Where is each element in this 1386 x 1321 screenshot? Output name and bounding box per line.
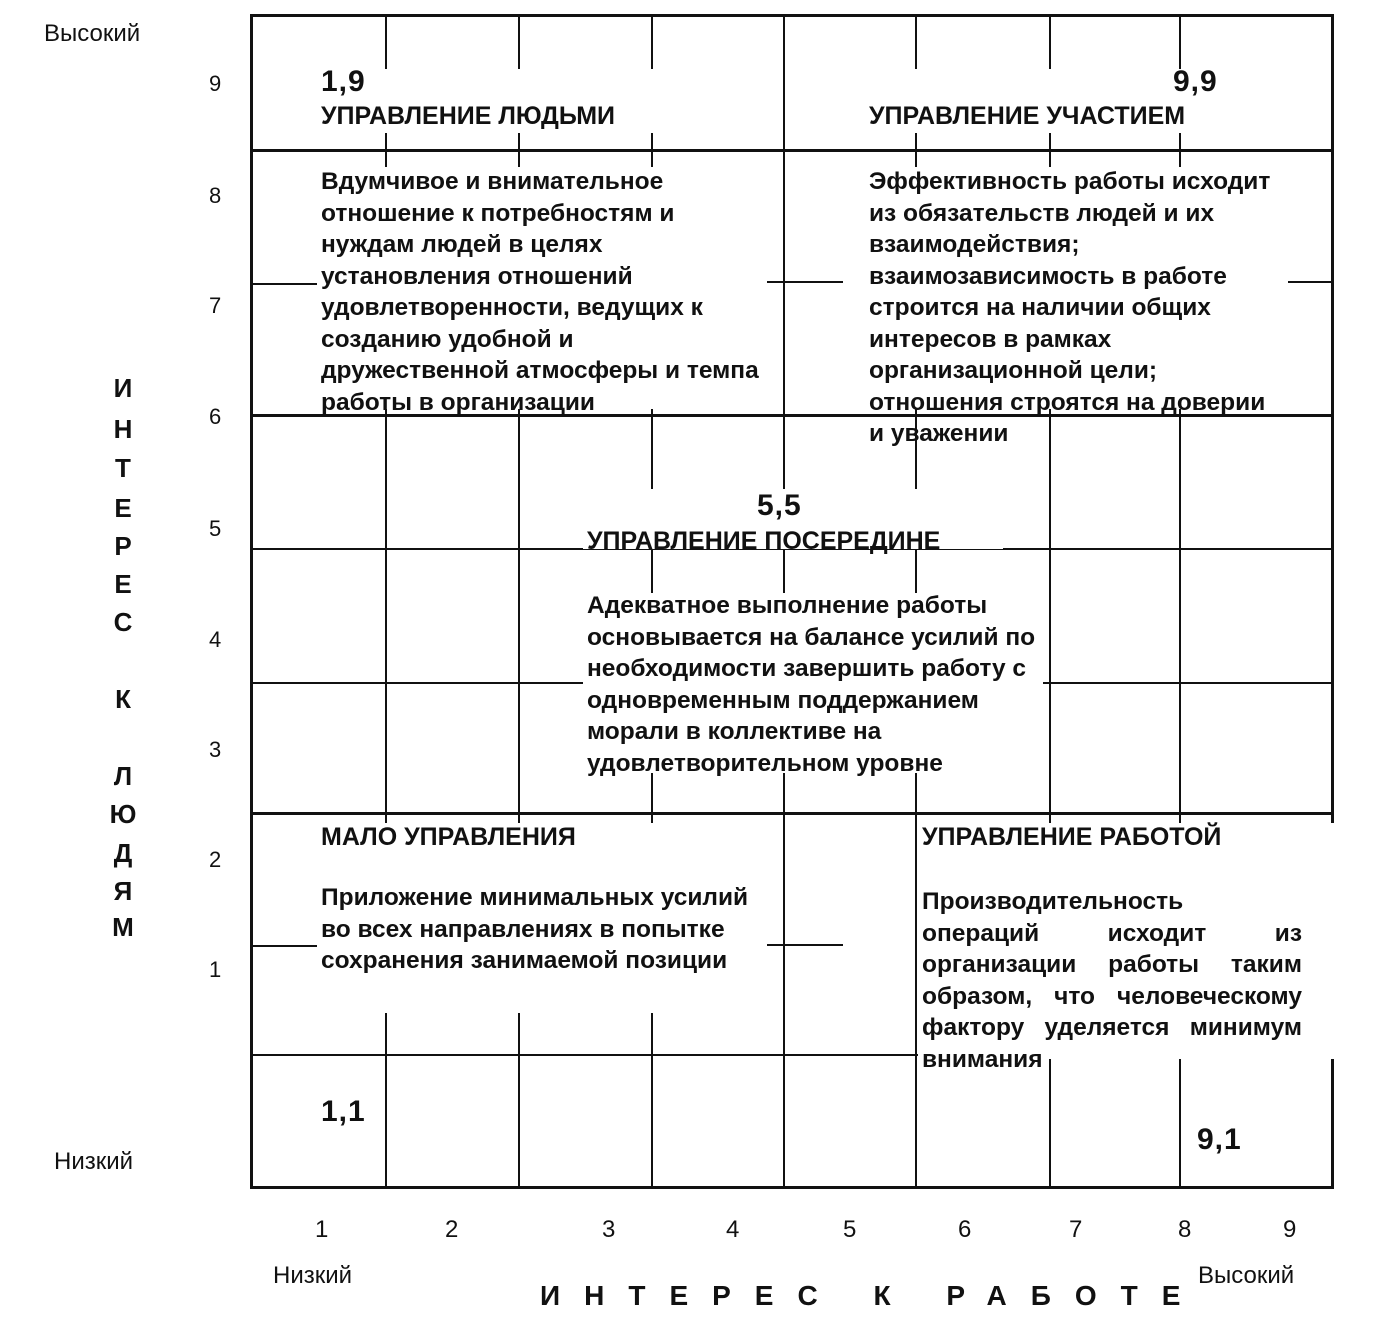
- grid-hline-segment: [763, 944, 843, 946]
- coord-5-5: 5,5: [757, 489, 802, 522]
- y-tick: 7: [209, 293, 222, 318]
- coord-9-1: 9,1: [1197, 1123, 1242, 1156]
- x-axis-title: ИНТЕРЕС К РАБОТЕ: [540, 1280, 1205, 1311]
- heading-task-management: УПРАВЛЕНИЕ РАБОТОЙ: [922, 823, 1222, 851]
- y-axis-title-letter: Л: [113, 761, 133, 791]
- description-team-management: Эффективность работы исходит из обязательств людей и их взаимодействия; взаимозависимость в работе строится на наличии общих интересов в рамках организационной цели; отношения строятся на доверии и уважении: [869, 168, 1271, 447]
- y-axis-title-letter: Ю: [109, 799, 137, 829]
- y-axis-low-label: Низкий: [54, 1148, 134, 1175]
- x-tick: 1: [315, 1216, 329, 1243]
- y-axis-title-letter: К: [115, 684, 131, 714]
- coord-1-1: 1,1: [321, 1095, 366, 1128]
- y-axis-title-letter: И: [113, 373, 133, 403]
- coord-1-9: 1,9: [321, 65, 366, 98]
- x-tick: 8: [1178, 1216, 1192, 1243]
- heading-impoverished-management: МАЛО УПРАВЛЕНИЯ: [321, 823, 576, 851]
- description-people-management: Вдумчивое и внимательное отношение к потребностям и нуждам людей в целях установления отношений удовлетворенности, ведущих к созданию удобной и дружественной атмосферы и темпа работы в организации: [321, 168, 759, 416]
- grid-hline-segment: [1288, 281, 1331, 283]
- y-tick: 9: [209, 71, 222, 96]
- x-tick: 6: [958, 1216, 972, 1243]
- heading-middle-management: УПРАВЛЕНИЕ ПОСЕРЕДИНЕ: [587, 527, 941, 555]
- y-axis-high-label: Высокий: [44, 20, 141, 47]
- heading-team-management: УПРАВЛЕНИЕ УЧАСТИЕМ: [869, 102, 1186, 130]
- y-axis-title-letter: С: [113, 607, 133, 637]
- y-tick: 5: [209, 516, 222, 541]
- x-tick: 2: [445, 1216, 459, 1243]
- y-axis-title-letter: Р: [114, 531, 132, 561]
- y-axis-title-letter: Я: [113, 876, 133, 906]
- y-axis-title-letter: Е: [114, 493, 132, 523]
- x-axis-high-label: Высокий: [1198, 1262, 1295, 1289]
- x-tick: 9: [1283, 1216, 1297, 1243]
- coord-9-9: 9,9: [1173, 65, 1218, 98]
- y-axis-title-letter: М: [112, 912, 134, 942]
- description-middle-management: Адекватное выполнение работы основывается на балансе усилий по необходимости завершить работу с одновременным поддержанием морали в коллективе на удовлетворительном уровне: [587, 592, 1036, 777]
- grid-hline-segment: [253, 283, 323, 285]
- description-task-management: Производительность операций исходит из организации работы таким образом, что человеческому фактору уделяется минимум внимания: [922, 888, 1302, 1073]
- description-impoverished-management: Приложение минимальных усилий во всех направлениях в попытке сохранения занимаемой позиции: [321, 884, 749, 974]
- grid-hline-segment: [763, 281, 843, 283]
- x-tick: 7: [1069, 1216, 1083, 1243]
- y-axis-title-letter: Н: [113, 414, 133, 444]
- y-tick: 1: [209, 957, 222, 982]
- y-tick: 2: [209, 847, 222, 872]
- y-tick: 3: [209, 737, 222, 762]
- y-axis-title-letter: Д: [113, 838, 133, 868]
- grid-hline-segment: [253, 945, 321, 947]
- managerial-grid: [250, 14, 1334, 1189]
- y-axis-title-letter: Т: [115, 453, 131, 483]
- grid-hline: [253, 812, 1331, 815]
- x-tick: 3: [602, 1216, 616, 1243]
- y-tick: 6: [209, 404, 222, 429]
- x-tick: 5: [843, 1216, 857, 1243]
- x-tick: 4: [726, 1216, 740, 1243]
- y-axis-title-letter: Е: [114, 569, 132, 599]
- x-axis-low-label: Низкий: [273, 1262, 353, 1289]
- heading-people-management: УПРАВЛЕНИЕ ЛЮДЬМИ: [321, 102, 615, 130]
- y-tick: 8: [209, 183, 222, 208]
- y-tick: 4: [209, 627, 222, 652]
- grid-hline: [253, 149, 1331, 152]
